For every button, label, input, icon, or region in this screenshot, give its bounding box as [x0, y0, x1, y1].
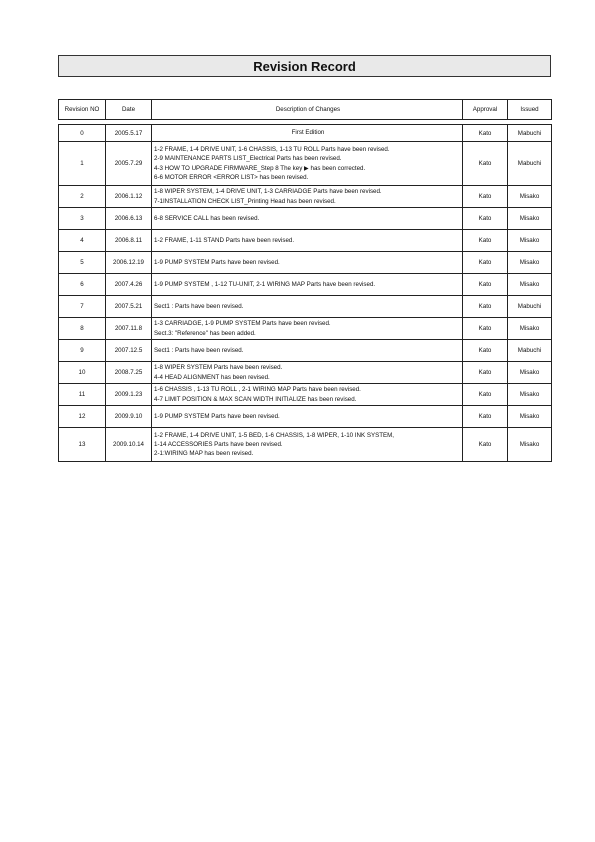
table-row: [58, 230, 552, 252]
revision-no: 10: [78, 369, 86, 376]
revision-date: 2007.11.8: [105, 318, 151, 339]
revision-date: 2008.7.25: [105, 362, 151, 383]
revision-description: [151, 125, 462, 141]
description-line: 1-6 CHASSIS , 1-13 TU ROLL , 2-1 WIRING MAP Parts have been revised.: [154, 386, 361, 394]
revision-approval: Kato: [462, 384, 507, 405]
revision-no: 7: [80, 303, 84, 310]
revision-date: 2007.5.21: [105, 296, 151, 317]
revision-approval: Kato: [462, 125, 507, 141]
description-line: 1-2 FRAME, 1-11 STAND Parts have been revised.: [154, 236, 295, 244]
revision-approval: Kato: [462, 274, 507, 295]
revision-date: 2009.1.23: [105, 384, 151, 405]
revision-date: 2006.6.13: [105, 208, 151, 229]
description-line: 4-4 HEAD ALIGNMENT has been revised.: [154, 373, 270, 381]
header-description: Description of Changes: [151, 100, 462, 119]
revision-issued: Misako: [507, 252, 551, 273]
revision-issued: Misako: [507, 230, 551, 251]
table-row: [58, 384, 552, 406]
revision-description: [151, 252, 462, 273]
description-lines: [154, 187, 382, 206]
revision-description: [151, 406, 462, 427]
description-line: 1-9 PUMP SYSTEM , 1-12 TU-UNIT, 2-1 WIRING MAP Parts have been revised.: [154, 280, 376, 288]
revision-no: 9: [80, 347, 84, 354]
description-line: Sect1 : Parts have been revised.: [154, 302, 244, 310]
revision-date: 2007.12.5: [105, 340, 151, 361]
description-line: 7-1INSTALLATION CHECK LIST_Printing Head has been revised.: [154, 197, 336, 205]
description-line: 1-2 FRAME, 1-4 DRIVE UNIT, 1-6 CHASSIS, 1-13 TU ROLL Parts have been revised.: [154, 145, 390, 153]
revision-issued: Mabuchi: [507, 125, 551, 141]
table-row: [58, 406, 552, 428]
description-lines: [154, 385, 361, 404]
revision-approval: Kato: [462, 252, 507, 273]
revision-description: [151, 208, 462, 229]
revision-no: 3: [80, 215, 84, 222]
description-lines: [154, 280, 375, 289]
table-row: [58, 252, 552, 274]
revision-date: 2009.10.14: [105, 428, 151, 461]
revision-approval: Kato: [462, 362, 507, 383]
description-line: 1-8 WIPER SYSTEM, 1-4 DRIVE UNIT, 1-3 CARRIADGE Parts have been revised.: [154, 188, 382, 196]
description-lines: [154, 236, 294, 245]
table-body: [58, 124, 552, 462]
table-row: [58, 296, 552, 318]
revision-approval: Kato: [462, 406, 507, 427]
description-lines: [154, 302, 243, 311]
revision-description: [151, 274, 462, 295]
description-line: 2-9 MAINTENANCE PARTS LIST_Electrical Parts has been revised.: [154, 155, 342, 163]
description-lines: [154, 145, 390, 182]
description-line: 4-7 LIMIT POSITION & MAX SCAN WIDTH INITIALIZE has been revised.: [154, 395, 357, 403]
revision-approval: Kato: [462, 208, 507, 229]
revision-no: 13: [78, 441, 86, 448]
revision-issued: Misako: [507, 208, 551, 229]
description-line: First Edition: [291, 129, 325, 137]
description-line: 2-1:WIRING MAP has been revised.: [154, 450, 254, 458]
table-row: [58, 318, 552, 340]
revision-date: 2007.4.26: [105, 274, 151, 295]
revision-approval: Kato: [462, 230, 507, 251]
header-date: Date: [105, 100, 151, 119]
revision-date: 2006.1.12: [105, 186, 151, 207]
revision-description: [151, 428, 462, 461]
revision-issued: Misako: [507, 406, 551, 427]
description-line: 1-2 FRAME, 1-4 DRIVE UNIT, 1-5 BED, 1-6 CHASSIS, 1-8 WIPER, 1-10 INK SYSTEM,: [154, 431, 394, 439]
description-line: 6-6 MOTOR ERROR <ERROR LIST> has been revised.: [154, 173, 309, 181]
header-rule: [58, 119, 552, 120]
description-lines: [154, 412, 280, 421]
revision-date: 2006.8.11: [105, 230, 151, 251]
page-title: Revision Record: [58, 55, 551, 77]
revision-approval: Kato: [462, 318, 507, 339]
header-approval: Approval: [462, 100, 507, 119]
description-line: 1-9 PUMP SYSTEM Parts have been revised.: [154, 412, 280, 420]
table-header: [58, 99, 552, 119]
revision-description: [151, 142, 462, 185]
table-row: [58, 124, 552, 142]
revision-description: [151, 340, 462, 361]
revision-approval: Kato: [462, 142, 507, 185]
description-line: 4-3 HOW TO UPGRADE FIRMWARE_Step 8 The key ▶ has been corrected.: [154, 164, 366, 172]
table-row: [58, 340, 552, 362]
revision-issued: Misako: [507, 274, 551, 295]
revision-no: 5: [80, 259, 84, 266]
table-row: [58, 186, 552, 208]
table-row: [58, 362, 552, 384]
revision-issued: Mabuchi: [507, 296, 551, 317]
table-row: [58, 428, 552, 462]
revision-description: [151, 384, 462, 405]
revision-no: 2: [80, 193, 84, 200]
revision-description: [151, 230, 462, 251]
header-issued: Issued: [507, 100, 551, 119]
table-row: [58, 274, 552, 296]
revision-issued: Misako: [507, 318, 551, 339]
revision-description: [151, 318, 462, 339]
description-line: 1-14 ACCESSORIES Parts have been revised.: [154, 440, 283, 448]
description-lines: [154, 214, 259, 223]
revision-date: 2006.12.19: [105, 252, 151, 273]
revision-no: 4: [80, 237, 84, 244]
revision-no: 0: [80, 129, 84, 137]
description-lines: [292, 128, 325, 137]
description-line: 1-3 CARRIADGE, 1-9 PUMP SYSTEM Parts have been revised.: [154, 320, 331, 328]
revision-date: 2005.7.29: [105, 142, 151, 185]
revision-no: 1: [80, 160, 84, 167]
revision-date: 2005.5.17: [105, 125, 151, 141]
revision-no: 8: [80, 325, 84, 332]
description-line: Sect.3: "Reference" has been added.: [154, 329, 256, 337]
revision-table: [58, 99, 552, 462]
revision-description: [151, 186, 462, 207]
revision-issued: Misako: [507, 384, 551, 405]
header-revision-no: Revision NO: [64, 105, 100, 113]
description-lines: [154, 258, 280, 267]
revision-description: [151, 362, 462, 383]
revision-issued: Misako: [507, 362, 551, 383]
description-lines: [154, 346, 243, 355]
revision-issued: Mabuchi: [507, 142, 551, 185]
description-lines: [154, 431, 394, 459]
revision-issued: Misako: [507, 428, 551, 461]
description-line: 1-9 PUMP SYSTEM Parts have been revised.: [154, 258, 280, 266]
description-line: Sect1 : Parts have been revised.: [154, 346, 244, 354]
table-row: [58, 208, 552, 230]
description-line: 1-8 WIPER SYSTEM Parts have been revised.: [154, 364, 283, 372]
revision-issued: Misako: [507, 186, 551, 207]
revision-approval: Kato: [462, 296, 507, 317]
description-lines: [154, 319, 331, 338]
revision-no: 11: [78, 391, 86, 398]
revision-description: [151, 296, 462, 317]
table-row: [58, 142, 552, 186]
revision-no: 6: [80, 281, 84, 288]
revision-approval: Kato: [462, 428, 507, 461]
revision-no: 12: [78, 413, 86, 420]
revision-approval: Kato: [462, 186, 507, 207]
revision-approval: Kato: [462, 340, 507, 361]
description-line: 6-8 SERVICE CALL has been revised.: [154, 214, 260, 222]
revision-issued: Mabuchi: [507, 340, 551, 361]
description-lines: [154, 363, 282, 382]
revision-date: 2009.9.10: [105, 406, 151, 427]
